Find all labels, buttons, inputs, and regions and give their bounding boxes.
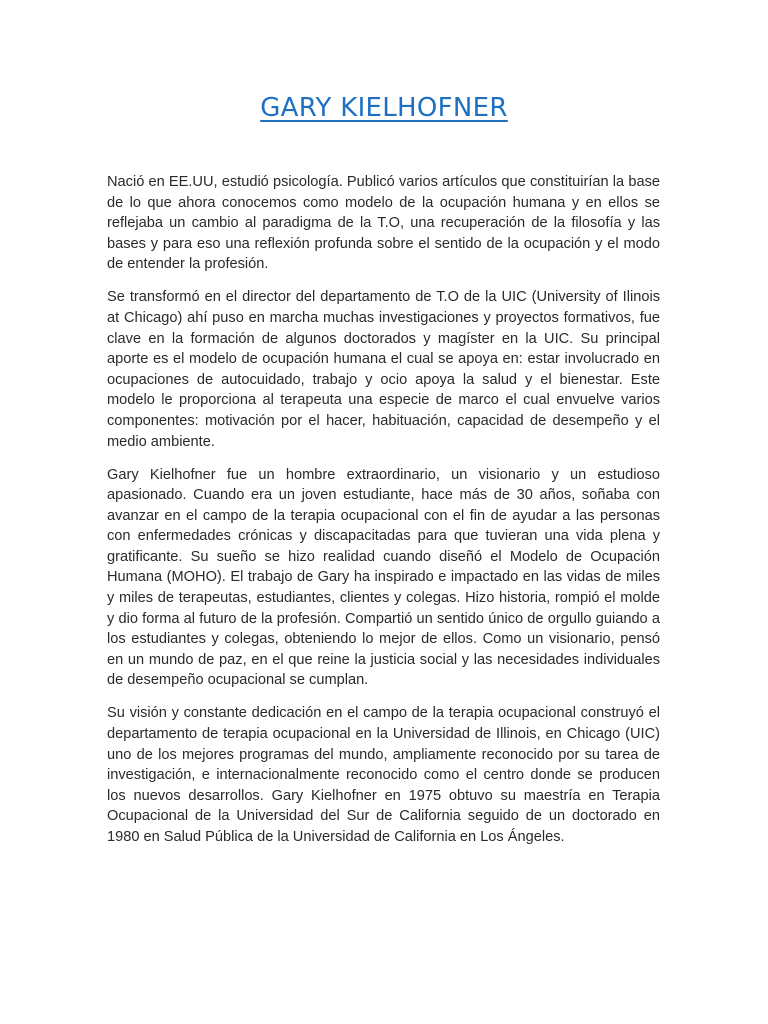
document-body [107, 172, 660, 860]
document-title: GARY KIELHOFNER [260, 93, 508, 123]
paragraph: Se transformó en el director del departamento de T.O de la UIC (University of Ilinois at Chicago) ahí puso en marcha muchas investigaciones y proyectos formativos, fue clave en la formación de algunos doctorados y magíster en la UIC. Su principal aporte es el modelo de ocupación humana el cual se apoya en: estar involucrado en ocupaciones de autocuidado, trabajo y ocio apoya la salud y el bienestar. Este modelo le proporciona al terapeuta una especie de marco el cual envuelve varios componentes: motivación por el hacer, habituación, capacidad de desempeño y el medio ambiente. [107, 289, 660, 450]
paragraph: Su visión y constante dedicación en el campo de la terapia ocupacional construyó el departamento de terapia ocupacional en la Universidad de Illinois, en Chicago (UIC) uno de los mejores programas del mundo, ampliamente reconocido por su tarea de investigación, e internacionalmente reconocido como el centro donde se producen los nuevos desarrollos. Gary Kielhofner en 1975 obtuvo su maestría en Terapia Ocupacional de la Universidad del Sur de California seguido de un doctorado en 1980 en Salud Pública de la Universidad de California en Los Ángeles. [107, 705, 660, 845]
paragraph: Nació en EE.UU, estudió psicología. Publicó varios artículos que constituirían la base de lo que ahora conocemos como modelo de la ocupación humana y en ellos se reflejaba un cambio al paradigma de la T.O, una recuperación de la filosofía y las bases y para eso una reflexión profunda sobre el sentido de la ocupación y el modo de entender la profesión. [107, 174, 660, 273]
paragraph: Gary Kielhofner fue un hombre extraordinario, un visionario y un estudioso apasionado. Cuando era un joven estudiante, hace más de 30 años, soñaba con avanzar en el campo de la terapia ocupacional con el fin de ayudar a las personas con enfermedades crónicas y discapacitadas para que tuvieran una vida plena y gratificante. Su sueño se hizo realidad cuando diseñó el Modelo de Ocupación Humana (MOHO). El trabajo de Gary ha inspirado e impactado en las vidas de miles y miles de terapeutas, estudiantes, clientes y colegas. Hizo historia, rompió el molde y dio forma al futuro de la profesión. Compartió un sentido único de orgullo guiando a los estudiantes y colegas, obteniendo lo mejor de ellos. Como un visionario, pensó en un mundo de paz, en el que reine la justicia social y las necesidades individuales de desempeño ocupacional se cumplan. [107, 466, 660, 689]
